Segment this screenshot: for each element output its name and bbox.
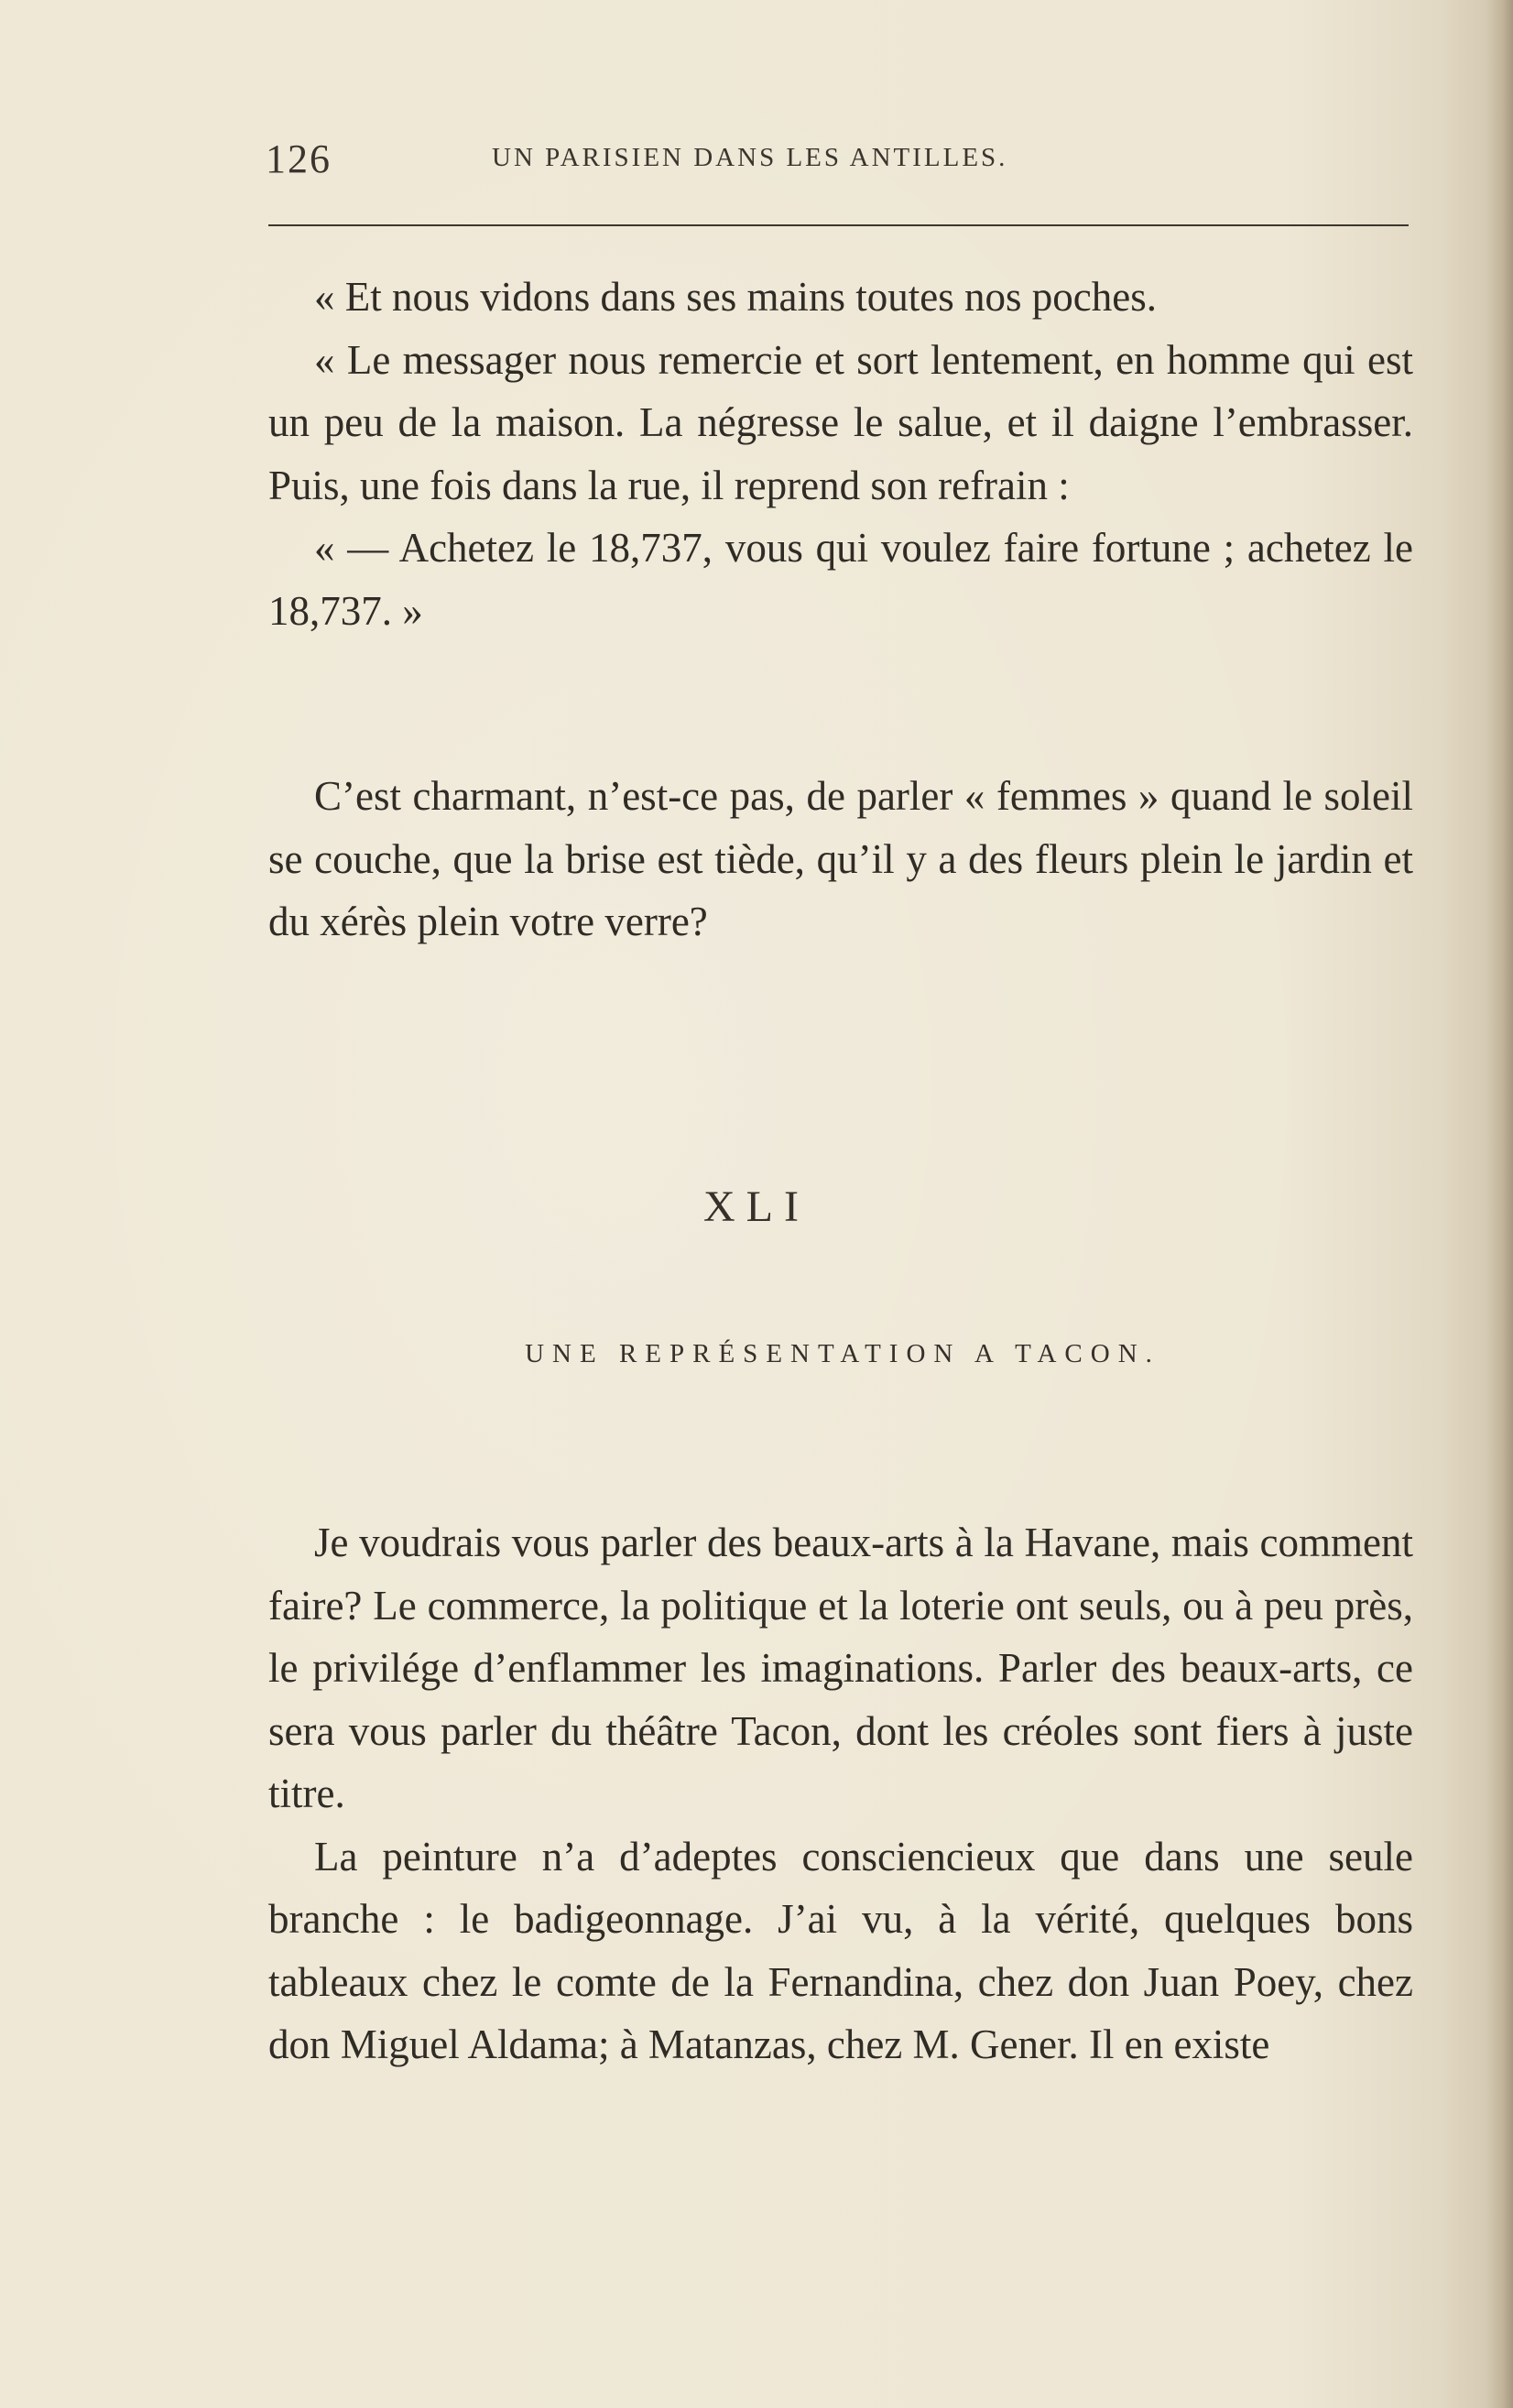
paragraph: « Le messager nous remercie et sort lentement, en homme qui est un peu de la maison. La négresse le salue, et il daigne l’embrasser. Puis, une fois dans la rue, il reprend son refrain : <box>268 336 1413 508</box>
paragraph: Je voudrais vous parler des beaux-arts à la Havane, mais comment faire? Le commerce, la politique et la loterie ont seuls, ou à peu près, le privilége d’enflammer les imaginations. Parler des beaux-arts, ce sera vous parler du théâtre Tacon, dont les créoles sont fiers à juste titre. <box>268 1520 1413 1816</box>
header-rule <box>268 224 1409 226</box>
paragraph: C’est charmant, n’est-ce pas, de parler « femmes » quand le soleil se couche, que la brise est tiède, qu’il y a des fleurs plein le jardin et du xérès plein votre verre? <box>268 773 1413 944</box>
text-block-top <box>268 266 1413 642</box>
paragraph: La peinture n’a d’adeptes consciencieux que dans une seule branche : le badigeonnage. J’ai vu, à la vérité, quelques bons tableaux chez le comte de la Fernandina, chez don Juan Poey, chez don Miguel Aldama; à Matanzas, chez M. Gener. Il en existe <box>268 1833 1413 2067</box>
paragraph: « Et nous vidons dans ses mains toutes nos poches. <box>314 274 1157 320</box>
paragraph: « — Achetez le 18,737, vous qui voulez faire fortune ; achetez le 18,737. » <box>268 525 1413 634</box>
running-title: UN PARISIEN DANS LES ANTILLES. <box>492 143 1008 172</box>
text-block-bottom <box>268 1511 1413 2076</box>
page-number: 126 <box>266 136 332 181</box>
chapter-subtitle: UNE REPRÉSENTATION A TACON. <box>525 1339 1160 1368</box>
chapter-number: XLI <box>703 1182 810 1231</box>
running-head <box>266 136 1410 191</box>
text-block-middle <box>268 765 1413 953</box>
